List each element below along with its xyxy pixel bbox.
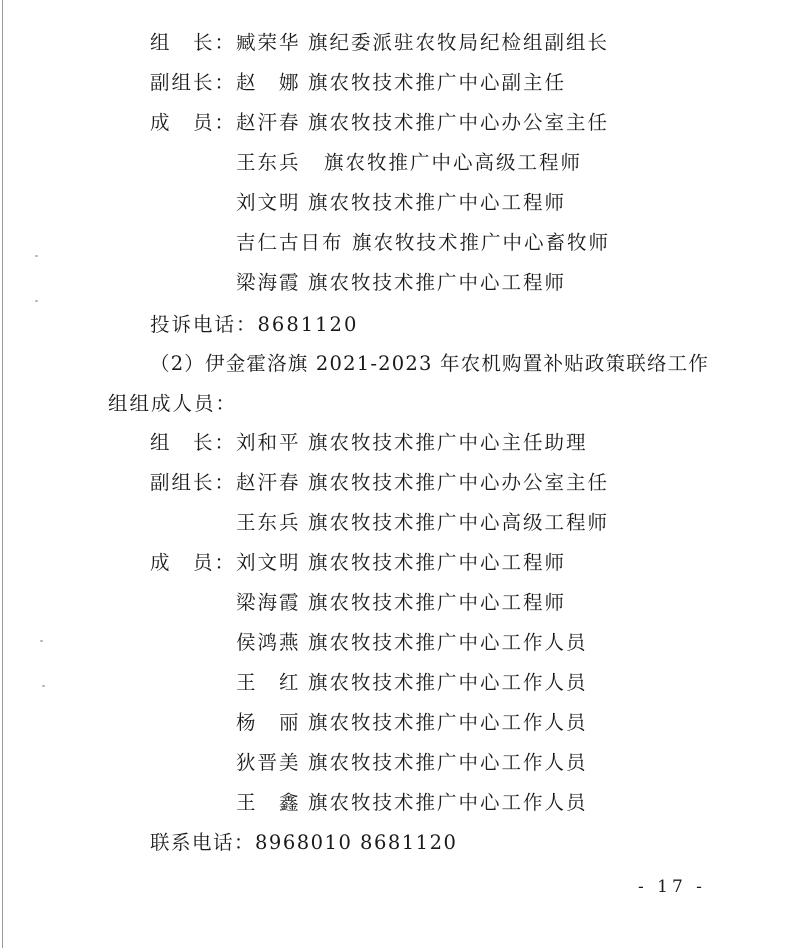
deputy-name: 王东兵: [236, 511, 301, 534]
group2-heading-line1: （2）伊金霍洛旗 2021-2023 年农机购置补贴政策联络工作: [150, 352, 710, 375]
member-title: 旗农牧推广中心高级工程师: [324, 151, 583, 174]
deputy-title: 旗农牧技术推广中心办公室主任: [308, 471, 610, 494]
member-title: 旗农牧技术推广中心工作人员: [308, 751, 588, 774]
scan-speck: [35, 300, 38, 302]
member-title: 旗农牧技术推广中心畜牧师: [352, 231, 611, 254]
member-title: 旗农牧技术推广中心工程师: [308, 591, 567, 614]
member-title: 旗农牧技术推广中心工程师: [308, 191, 567, 214]
member-title: 旗农牧技术推广中心工作人员: [308, 631, 588, 654]
deputy-label: 副组长：: [150, 471, 237, 494]
member-name: 赵汗春: [236, 111, 301, 134]
scan-edge-line: [2, 0, 3, 948]
deputy-title: 旗农牧技术推广中心副主任: [308, 71, 567, 94]
leader-label: 组 长：: [150, 31, 237, 54]
member-title: 旗农牧技术推广中心工作人员: [308, 711, 588, 734]
member-title: 旗农牧技术推广中心工程师: [308, 551, 567, 574]
complaint-phone: 投诉电话：8681120: [150, 313, 359, 336]
member-title: 旗农牧技术推广中心工作人员: [308, 671, 588, 694]
member-name: 王 鑫: [236, 791, 301, 814]
deputy-name: 赵 娜: [236, 71, 301, 94]
member-name: 王东兵: [236, 151, 301, 174]
scan-speck: [42, 685, 45, 687]
leader-title: 旗农牧技术推广中心主任助理: [308, 431, 588, 454]
leader-name: 臧荣华: [236, 31, 301, 54]
page-number: - 17 -: [638, 877, 706, 897]
leader-title: 旗纪委派驻农牧局纪检组副组长: [308, 31, 610, 54]
deputy-title: 旗农牧技术推广中心高级工程师: [308, 511, 610, 534]
member-name: 刘文明: [236, 551, 301, 574]
group2-heading-line2: 组组成人员：: [108, 392, 238, 415]
member-name: 刘文明: [236, 191, 301, 214]
leader-label: 组 长：: [150, 431, 237, 454]
contact-phone: 联系电话：8968010 8681120: [150, 831, 458, 854]
member-title: 旗农牧技术推广中心工程师: [308, 271, 567, 294]
member-title: 旗农牧技术推广中心办公室主任: [308, 111, 610, 134]
member-name: 梁海霞: [236, 271, 301, 294]
member-title: 旗农牧技术推广中心工作人员: [308, 791, 588, 814]
member-name: 吉仁古日布: [236, 231, 344, 254]
member-label: 成 员：: [150, 111, 237, 134]
deputy-label: 副组长：: [150, 71, 237, 94]
leader-name: 刘和平: [236, 431, 301, 454]
member-name: 狄晋美: [236, 751, 301, 774]
scan-speck: [35, 255, 38, 257]
deputy-name: 赵汗春: [236, 471, 301, 494]
member-name: 侯鸿燕: [236, 631, 301, 654]
scan-speck: [40, 640, 43, 642]
member-label: 成 员：: [150, 551, 237, 574]
member-name: 杨 丽: [236, 711, 301, 734]
member-name: 梁海霞: [236, 591, 301, 614]
member-name: 王 红: [236, 671, 301, 694]
